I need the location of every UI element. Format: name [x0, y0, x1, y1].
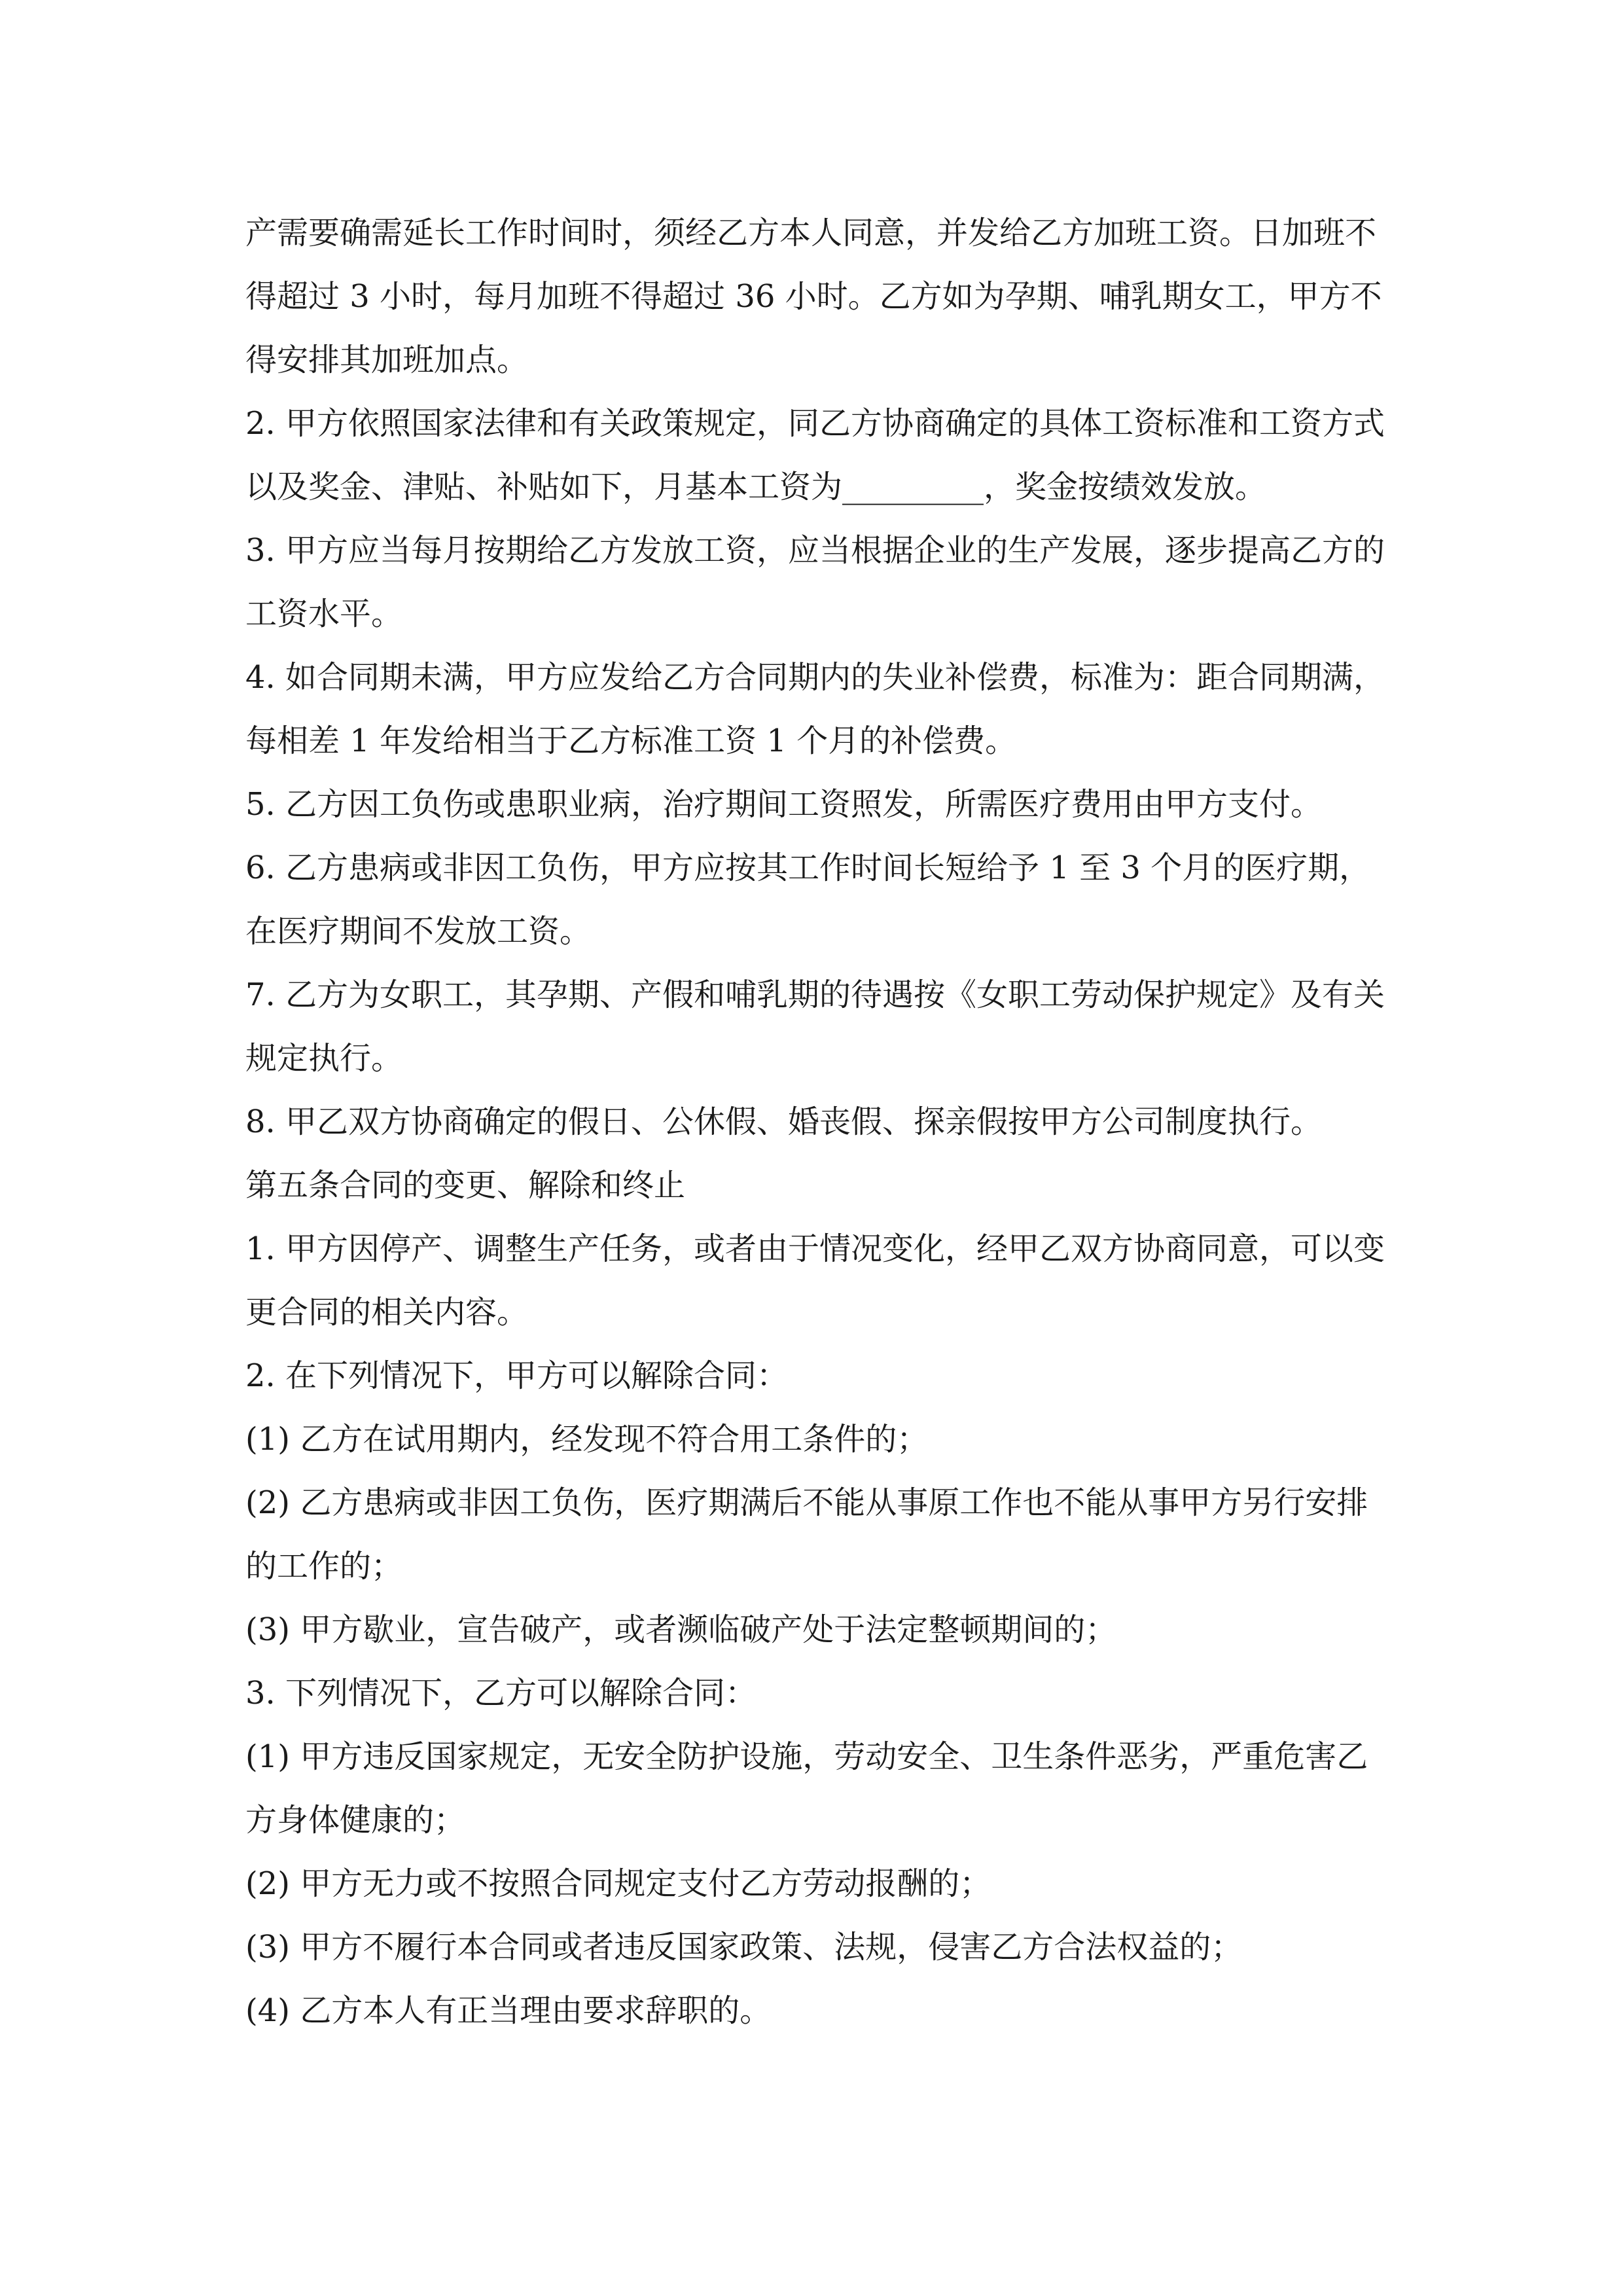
paragraph-female-workers: 7. 乙方为女职工，其孕期、产假和哺乳期的待遇按《女职工劳动保护规定》及有关规定执行。 — [245, 977, 1385, 1077]
paragraph-wage-standard: 2. 甲方依照国家法律和有关政策规定，同乙方协商确定的具体工资标准和工资方式以及奖金、津贴、补贴如下，月基本工资为_________，奖金按绩效发放。 — [245, 405, 1385, 505]
list-item-resignation: (4) 乙方本人有正当理由要求辞职的。 — [245, 1992, 772, 2029]
paragraph-unemployment-compensation: 4. 如合同期未满，甲方应发给乙方合同期内的失业补偿费，标准为：距合同期满，每相差 1 年发给相当于乙方标准工资 1 个月的补偿费。 — [245, 659, 1385, 759]
paragraph-contract-change: 1. 甲方因停产、调整生产任务，或者由于情况变化，经甲乙双方协商同意，可以变更合同的相关内容。 — [245, 1230, 1385, 1331]
paragraph-party-b-termination: 3. 下列情况下，乙方可以解除合同： — [245, 1675, 757, 1712]
paragraph-holidays: 8. 甲乙双方协商确定的假日、公休假、婚丧假、探亲假按甲方公司制度执行。 — [245, 1103, 1323, 1140]
list-item-medical-period: (2) 乙方患病或非因工负伤，医疗期满后不能从事原工作也不能从事甲方另行安排的工作的； — [245, 1484, 1368, 1585]
paragraph-overtime-continued: 产需要确需延长工作时间时，须经乙方本人同意，并发给乙方加班工资。日加班不得超过 3 小时，每月加班不得超过 36 小时。乙方如为孕期、哺乳期女工，甲方不得安排其加班加点。 — [245, 215, 1382, 378]
list-item-bankruptcy: (3) 甲方歇业，宣告破产，或者濒临破产处于法定整顿期间的； — [245, 1611, 1117, 1648]
list-item-probation: (1) 乙方在试用期内，经发现不符合用工条件的； — [245, 1421, 929, 1458]
document-body — [245, 202, 1397, 2043]
paragraph-party-a-termination: 2. 在下列情况下，甲方可以解除合同： — [245, 1357, 789, 1394]
paragraph-work-injury: 5. 乙方因工负伤或患职业病，治疗期间工资照发，所需医疗费用由甲方支付。 — [245, 786, 1323, 823]
paragraph-sick-leave: 6. 乙方患病或非因工负伤，甲方应按其工作时间长短给予 1 至 3 个月的医疗期，在医疗期间不发放工资。 — [245, 850, 1371, 950]
paragraph-monthly-payment: 3. 甲方应当每月按期给乙方发放工资，应当根据企业的生产发展，逐步提高乙方的工资水平。 — [245, 532, 1385, 632]
list-item-unpaid-wages: (2) 甲方无力或不按照合同规定支付乙方劳动报酬的； — [245, 1865, 991, 1902]
list-item-safety-violation: (1) 甲方违反国家规定，无安全防护设施，劳动安全、卫生条件恶劣，严重危害乙方身体健康的； — [245, 1738, 1368, 1839]
list-item-rights-infringement: (3) 甲方不履行本合同或者违反国家政策、法规，侵害乙方合法权益的； — [245, 1929, 1243, 1965]
section-heading-article-five: 第五条合同的变更、解除和终止 — [245, 1167, 686, 1204]
